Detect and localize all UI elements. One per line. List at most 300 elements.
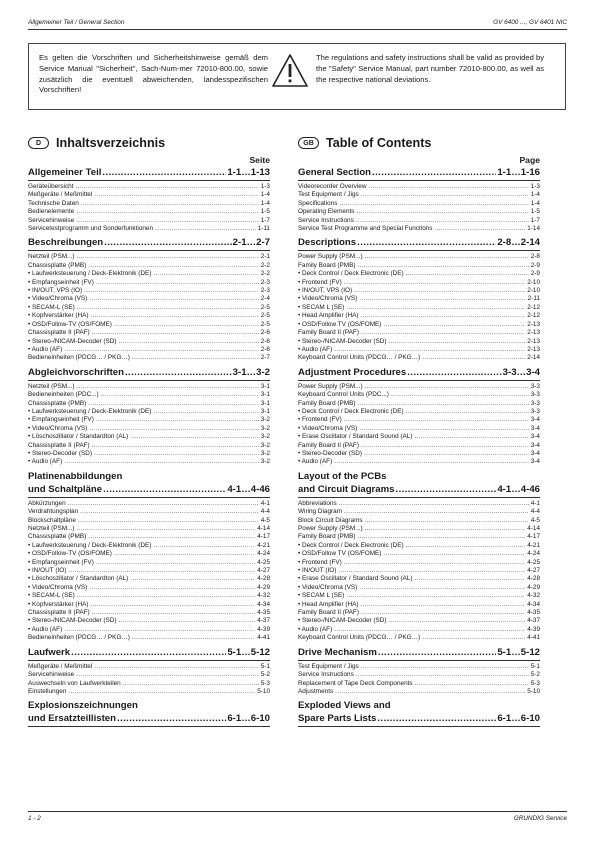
toc-entry[interactable] [28,626,270,634]
toc-entry[interactable] [298,329,540,337]
toc-entry[interactable] [298,433,540,441]
dot-leader [76,671,259,679]
toc-entry[interactable] [28,584,270,592]
toc-entry-page: 5-2 [530,671,540,679]
toc-entry-page: 3-1 [260,407,270,415]
toc-entry-text: • Empfangseinheit (FV) [28,558,94,566]
dot-leader [406,542,526,550]
toc-entry[interactable] [298,601,540,609]
toc-group-heading[interactable] [298,237,540,251]
page-column-label-de: Seite [249,155,270,165]
toc-entry-text: Servicehinweise [28,671,75,679]
dot-leader [415,680,529,688]
toc-entry[interactable] [298,416,540,424]
toc-entry[interactable] [28,508,270,516]
toc-entry[interactable] [28,601,270,609]
toc-entry[interactable] [298,262,540,270]
dot-leader [368,183,528,191]
toc-entry-page: 2-9 [530,261,540,269]
safety-notice-english: The regulations and safety instructions shall be valid as provided by the "Safety" Service Manual, part number 72010-800.00, as well as the respective national deviations. [316,53,544,84]
toc-entry[interactable] [28,671,270,679]
toc-entry-text: Chassisplatte II (PAF) [28,609,90,617]
toc-entry[interactable] [298,550,540,558]
toc-entry[interactable] [28,400,270,408]
toc-entry[interactable] [28,688,270,696]
toc-entry-text: Family Board II (PAF) [298,329,359,337]
toc-entry[interactable] [28,416,270,424]
toc-entry[interactable] [298,617,540,625]
toc-entry-page: 1-14 [527,225,540,233]
toc-entry-text: • Stereo-Decoder (SD) [298,449,363,457]
toc-entry[interactable] [28,567,270,575]
toc-entry[interactable] [28,680,270,688]
toc-entry[interactable] [298,287,540,295]
dot-leader [123,680,259,688]
toc-entry[interactable] [28,550,270,558]
toc-entry-page: 4-4 [260,508,270,516]
toc-entry-text: Specifications [298,199,338,207]
dot-leader [359,295,525,303]
dot-leader [117,713,226,724]
dot-leader [89,295,258,303]
toc-entry-page: 4-39 [527,625,540,633]
toc-entry-page: 4-29 [527,583,540,591]
toc-entry-text: • Deck Control / Deck Electronic (DE) [298,407,404,415]
toc-entry[interactable] [298,425,540,433]
toc-entry[interactable] [28,609,270,617]
toc-entry-text: Power Supply (PSM...) [298,525,363,532]
toc-entry-text: • Frontend (FV) [298,278,342,286]
toc-entry[interactable] [298,225,540,233]
toc-german-title: Inhaltsverzeichnis [56,136,166,150]
toc-entry-page: 3-4 [530,449,540,457]
toc-entry[interactable] [298,584,540,592]
dot-leader [339,200,528,208]
toc-entry[interactable] [298,517,540,525]
toc-entry-text: • Löschoszillator / Standardton (AL) [28,575,129,583]
toc-entry-page: 3-1 [260,382,270,390]
toc-group-pages: 5-1…5-12 [227,646,270,658]
dot-leader [354,287,525,295]
toc-entry-page: 2-12 [527,312,540,320]
toc-entry[interactable] [28,425,270,433]
toc-entry[interactable] [298,559,540,567]
toc-entry-text: • Audio (AF) [298,345,333,353]
toc-entry[interactable] [28,262,270,270]
toc-entry[interactable] [298,270,540,278]
toc-entry-page: 2-9 [530,270,540,278]
toc-entry[interactable] [298,191,540,199]
toc-entry[interactable] [298,680,540,688]
toc-entry[interactable] [298,688,540,696]
toc-entry[interactable] [28,542,270,550]
dot-leader [64,346,259,354]
toc-group-heading-line1: Exploded Views and [298,700,391,712]
toc-entry-text: Einstellungen [28,687,67,695]
toc-entry-page: 2-5 [260,303,270,311]
toc-entry-page: 5-3 [530,679,540,687]
toc-entry[interactable] [298,567,540,575]
toc-entry-text: • Empfangseinheit (FV) [28,416,94,424]
toc-group-pages: 4-1…4-46 [497,483,540,495]
dot-leader [435,225,526,233]
toc-entry[interactable] [298,338,540,346]
toc-entry-page: 3-4 [530,433,540,441]
dot-leader [414,433,528,441]
toc-entry-text: • Audio (AF) [28,625,63,633]
dot-leader [344,279,525,287]
toc-entry[interactable] [28,329,270,337]
toc-entry-page: 4-34 [257,600,270,608]
toc-entry[interactable] [28,391,270,399]
dot-leader [396,484,497,495]
dot-leader [358,533,526,541]
toc-entry-text: • Kopfverstärker (HA) [28,312,89,320]
footer-page-number: 1 - 2 [28,815,41,822]
dot-leader [344,416,529,424]
toc-english-column [298,135,540,729]
dot-leader [361,191,529,199]
toc-entry-page: 4-27 [527,567,540,575]
toc-entry[interactable] [298,626,540,634]
dot-leader [92,609,256,617]
toc-entry-text: • Frontend (FV) [298,416,342,424]
toc-entry[interactable] [298,208,540,216]
toc-entry-text: Bedieneinheiten (PDCG… / PKG…) [28,354,130,362]
toc-entry-page: 1-4 [260,191,270,199]
dot-leader [132,634,255,642]
language-badge-gb: GB [298,137,319,149]
toc-entry[interactable] [28,321,270,329]
toc-entry[interactable] [298,217,540,225]
dot-leader [90,312,258,320]
dot-leader [88,262,259,270]
toc-entry-page: 4-41 [527,634,540,642]
toc-entry[interactable] [28,279,270,287]
toc-entry[interactable] [298,442,540,450]
toc-group-heading[interactable] [28,167,270,181]
dot-leader [103,484,226,495]
toc-entry-page: 3-4 [530,441,540,449]
toc-entry[interactable] [298,400,540,408]
toc-entry[interactable] [28,200,270,208]
toc-entry-page: 3-2 [260,458,270,466]
toc-entry-page: 4-41 [257,634,270,642]
dot-leader [81,200,259,208]
toc-entry-page: 3-2 [260,424,270,432]
toc-entry-page: 4-28 [527,575,540,583]
toc-entry-text: • Kopfverstärker (HA) [28,600,89,608]
toc-group-title: Abgleichvorschriften [28,366,124,378]
dot-leader [94,191,258,199]
dot-leader [344,559,525,567]
toc-entry-text: • OSD/Follow-TV (OS/FOME) [28,320,112,328]
dot-leader [365,253,529,261]
toc-entry[interactable] [298,500,540,508]
dot-leader [77,304,259,312]
toc-group-heading-line2 [298,713,540,726]
toc-entry-page: 2-1 [260,253,270,261]
dot-leader [361,663,529,671]
toc-entry[interactable] [28,517,270,525]
dot-leader [94,663,258,671]
toc-entry-text: • Video/Chroma (VS) [298,295,358,303]
toc-entry[interactable] [28,575,270,583]
toc-entry[interactable] [28,442,270,450]
toc-entry[interactable] [298,525,540,533]
toc-entry[interactable] [28,295,270,303]
toc-entry[interactable] [298,354,540,362]
toc-entry-text: • Stereo-/NICAM-Decoder (SD) [28,337,117,345]
dot-leader [356,217,529,225]
toc-entry-text: • Audio (AF) [298,458,333,466]
toc-entry[interactable] [298,312,540,320]
dot-leader [414,575,525,583]
toc-entry[interactable] [298,671,540,679]
toc-entry-page: 3-4 [530,416,540,424]
toc-entry-page: 2-14 [527,354,540,362]
dot-leader [68,688,255,696]
toc-entry-text: • Stereo-/NICAM-Decoder (SD) [28,617,117,625]
toc-entry[interactable] [28,270,270,278]
header-left: Allgemeiner Teil / General Section [28,19,125,26]
toc-group-heading[interactable] [28,471,270,498]
toc-entry-page: 2-6 [260,345,270,353]
toc-entry[interactable] [28,312,270,320]
toc-entry-text: Netzteil (PSM...) [28,525,75,532]
toc-entry[interactable] [298,200,540,208]
toc-entry-text: • SECAM L (SE) [298,592,345,600]
toc-entry-page: 2-3 [260,278,270,286]
toc-entry-text: Service Test Programme and Special Functions [298,225,433,233]
toc-entry-text: • Video/Chroma (VS) [28,583,88,591]
toc-entry-text: Bedienelemente [28,208,75,216]
toc-entry[interactable] [28,354,270,362]
footer-brand: GRUNDIG Service [513,815,567,822]
toc-entry[interactable] [28,304,270,312]
toc-entry[interactable] [298,183,540,191]
toc-entry-page: 4-25 [527,558,540,566]
dot-leader [346,304,525,312]
toc-entry-text: • SECAM-L (SE) [28,592,75,600]
toc-group-heading-line2 [28,484,270,497]
toc-entry[interactable] [28,559,270,567]
toc-entry-text: Family Board (PMB) [298,533,356,541]
toc-entry[interactable] [28,450,270,458]
dot-leader [335,688,525,696]
page-column-label-gb: Page [519,155,540,165]
toc-entry[interactable] [298,533,540,541]
toc-entry-page: 4-37 [257,617,270,625]
toc-entry[interactable] [28,617,270,625]
toc-entry[interactable] [298,458,540,466]
header-right: GV 6400 ..., GV 6401 NIC [493,19,567,26]
toc-entry[interactable] [298,450,540,458]
dot-leader [84,287,259,295]
toc-entry[interactable] [298,634,540,642]
dot-leader [358,400,529,408]
toc-entry-text: • Audio (AF) [298,625,333,633]
dot-leader [364,450,529,458]
toc-entry-text: • Head Amplifier (HA) [298,312,359,320]
toc-entry-text: • Audio (AF) [28,345,63,353]
dot-leader [76,208,259,216]
dot-leader [389,617,526,625]
toc-entry[interactable] [28,634,270,642]
toc-entry-page: 4-27 [257,567,270,575]
dot-leader [77,592,255,600]
toc-entry[interactable] [298,346,540,354]
dot-leader [377,713,496,724]
toc-group-heading[interactable] [28,237,270,251]
dot-leader [334,626,525,634]
toc-entry-page: 4-32 [257,592,270,600]
dot-leader [153,542,255,550]
toc-entry[interactable] [298,575,540,583]
toc-entry[interactable] [298,592,540,600]
toc-group-title: Descriptions [298,237,357,249]
toc-entry-page: 4-5 [260,516,270,524]
toc-entry-text: Operating Elements [298,208,355,216]
dot-leader [89,584,255,592]
dot-leader [155,225,256,233]
toc-group-heading[interactable] [298,647,540,661]
toc-entry-page: 2-6 [260,337,270,345]
toc-entry[interactable] [28,346,270,354]
toc-entry[interactable] [28,225,270,233]
toc-entry-text: Servicehinweise [28,216,75,224]
toc-entry-text: • Stereo-/NICAM-Decoder (SD) [298,617,387,625]
toc-group-heading[interactable] [298,167,540,181]
dot-leader [338,567,525,575]
toc-entry-page: 2-5 [260,320,270,328]
dot-leader [358,262,529,270]
toc-group-pages: 6-1…6-10 [227,713,270,725]
toc-entry[interactable] [298,253,540,261]
dot-leader [68,500,259,508]
toc-entry[interactable] [298,304,540,312]
toc-entry-text: Keyboard Control Units (PDC...) [298,391,389,399]
toc-entry[interactable] [298,609,540,617]
toc-entry-text: • IN/OUT, VPS (IO) [28,287,83,295]
toc-entry-text: • Laufwerksteuerung / Deck-Elektronik (DE) [28,270,152,278]
toc-entry-page: 2-10 [527,287,540,295]
toc-entry[interactable] [28,592,270,600]
toc-entry[interactable] [28,383,270,391]
toc-entry[interactable] [28,183,270,191]
dot-leader [153,408,258,416]
toc-entry-page: 3-3 [530,382,540,390]
toc-group-heading-line1: Explosionszeichnungen [28,700,138,712]
toc-entry-text: Geräteübersicht [28,183,74,190]
toc-entry[interactable] [298,408,540,416]
toc-group-heading[interactable] [298,367,540,381]
toc-entry-page: 5-10 [527,687,540,695]
toc-entry[interactable] [298,279,540,287]
toc-entry[interactable] [28,663,270,671]
toc-entry-page: 1-3 [260,183,270,190]
dot-leader [422,634,525,642]
toc-entry-text: • Video/Chroma (VS) [28,424,88,432]
toc-group-heading[interactable] [28,367,270,381]
toc-group-heading-line2 [298,484,540,497]
toc-english-title: Table of Contents [326,136,432,150]
toc-entry-page: 4-5 [530,516,540,524]
warning-triangle-icon [271,53,309,89]
toc-entry[interactable] [28,458,270,466]
toc-entry-page: 1-4 [260,199,270,207]
toc-entry-page: 4-37 [527,617,540,625]
toc-entry-text: • Audio (AF) [28,458,63,466]
dot-leader [77,383,259,391]
toc-entry-text: • Frontend (FV) [298,558,342,566]
toc-group-pages: 5-1…5-12 [497,646,540,658]
dot-leader [96,559,255,567]
toc-entry-text: Test Equipment / Jigs [298,662,359,670]
toc-entry[interactable] [28,253,270,261]
toc-entry[interactable] [28,287,270,295]
toc-entry-text: • OSD/Follow-TV (OS/FOME) [28,550,112,558]
toc-entry[interactable] [298,391,540,399]
toc-entry-text: • Stereo-/NICAM-Decoder (SD) [298,337,387,345]
toc-entry-text: • OSD/Follow TV (OS/FOME) [298,320,382,328]
toc-entry[interactable] [28,208,270,216]
toc-group-heading[interactable] [298,700,540,727]
toc-entry[interactable] [298,321,540,329]
toc-entry-text: Auswechseln von Laufwerkteilen [28,679,121,687]
dot-leader [89,425,258,433]
toc-entry-text: Adjustments [298,687,334,695]
toc-entry-page: 2-11 [527,295,540,303]
toc-entry-page: 2-2 [260,261,270,269]
toc-entry-page: 4-17 [527,533,540,541]
toc-entry-page: 2-8 [530,253,540,261]
page-header [28,14,567,30]
toc-entry-page: 4-21 [257,541,270,549]
toc-entry[interactable] [28,433,270,441]
dot-leader [119,617,256,625]
toc-entry[interactable] [298,508,540,516]
toc-entry[interactable] [28,408,270,416]
toc-group-title: and Circuit Diagrams [298,483,395,495]
toc-entry[interactable] [298,542,540,550]
toc-entry-text: • Löschoszillator / Standardton (AL) [28,433,129,441]
toc-group-heading[interactable] [298,471,540,498]
toc-entry-text: • Empfangseinheit (FV) [28,278,94,286]
toc-entry-page: 1-3 [530,183,540,190]
dot-leader [339,500,529,508]
toc-entry-text: • Deck Control / Deck Electronic (DE) [298,270,404,278]
toc-group-heading[interactable] [28,700,270,727]
toc-entry[interactable] [28,338,270,346]
toc-entry[interactable] [298,383,540,391]
toc-entry[interactable] [28,191,270,199]
toc-group-heading[interactable] [28,647,270,661]
toc-group-heading-line1: Platinenabbildungen [28,470,123,482]
dot-leader [88,533,255,541]
toc-entry[interactable] [28,533,270,541]
toc-entry-text: • SECAM L (SE) [298,303,345,311]
dot-leader [104,237,232,248]
toc-entry[interactable] [298,663,540,671]
toc-group-pages: 3-3…3-4 [502,366,540,378]
toc-entry[interactable] [28,525,270,533]
toc-entry[interactable] [28,217,270,225]
toc-entry-text: Power Supply (PSM...) [298,253,363,261]
dot-leader [344,508,529,516]
toc-entry[interactable] [28,500,270,508]
toc-entry[interactable] [298,295,540,303]
